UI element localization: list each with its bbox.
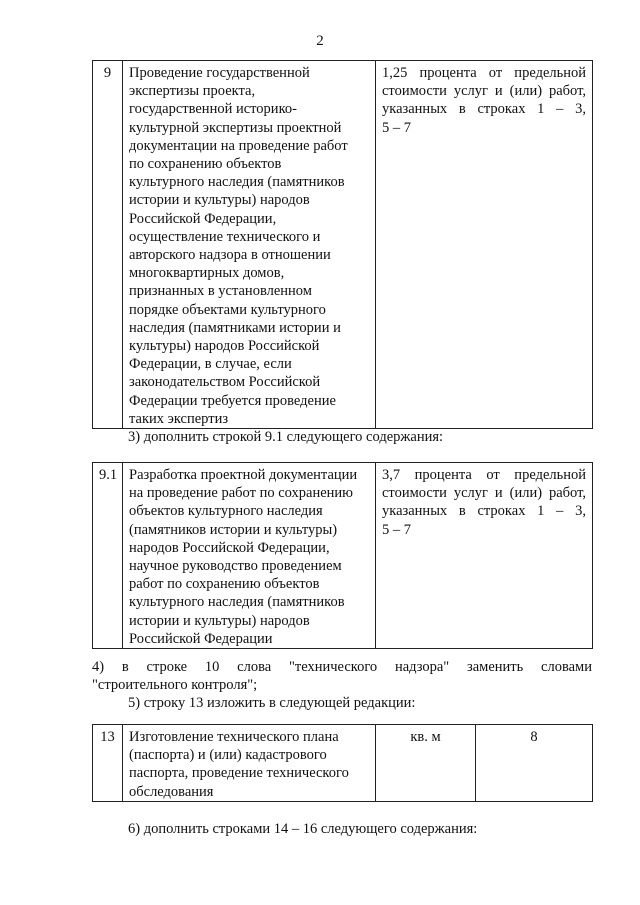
desc-line: Проведение государственной [129, 65, 310, 81]
value-line: указанных в строках 1 – 3, [382, 503, 586, 520]
desc-line: авторского надзора в отношении [129, 247, 331, 264]
desc-line: Изготовление технического плана [129, 729, 339, 745]
desc-line: экспертизы проекта, [129, 83, 256, 100]
paragraph-4-line-1: 4) в строке 10 слова "технического надзора" заменить словами [92, 659, 592, 675]
desc-line: культуры) народов Российской [129, 338, 320, 355]
desc-line: Разработка проектной документации [129, 467, 358, 483]
value-line: 5 – 7 [382, 521, 411, 538]
row-unit: кв. м [376, 725, 476, 802]
desc-line: Российской Федерации, [129, 210, 277, 227]
desc-line: таких экспертиз [129, 410, 229, 427]
desc-line: культурного наследия (памятников [129, 594, 345, 611]
row-value: 8 [476, 725, 593, 802]
row-value [376, 61, 593, 429]
paragraph-3: 3) дополнить строкой 9.1 следующего содержания: [128, 429, 444, 445]
desc-line: (памятников истории и культуры) [129, 521, 338, 538]
desc-line: государственной историко- [129, 101, 297, 118]
desc-line: Российской Федерации [129, 630, 273, 647]
value-line: стоимости услуг и (или) работ, [382, 485, 586, 502]
desc-line: (паспорта) и (или) кадастрового [129, 747, 327, 764]
row-description [123, 725, 376, 802]
desc-line: признанных в установленном [129, 283, 312, 300]
paragraph-5: 5) строку 13 изложить в следующей редакции: [128, 695, 416, 711]
row-number: 9.1 [93, 463, 123, 649]
desc-line: народов Российской Федерации, [129, 539, 330, 556]
desc-line: работ по сохранению объектов [129, 576, 320, 593]
desc-line: Федерации, в случае, если [129, 356, 292, 373]
desc-line: культурной экспертизы проектной [129, 119, 342, 136]
paragraph-6: 6) дополнить строками 14 – 16 следующего содержания: [128, 821, 478, 837]
desc-line: на проведение работ по сохранению [129, 485, 354, 502]
desc-line: осуществление технического и [129, 228, 321, 245]
page-number: 2 [316, 33, 324, 49]
desc-line: законодательством Российской [129, 374, 321, 391]
desc-line: истории и культуры) народов [129, 192, 310, 209]
row-number: 9 [93, 61, 123, 429]
desc-line: культурного наследия (памятников [129, 174, 345, 191]
desc-line: научное руководство проведением [129, 558, 342, 575]
value-line: 1,25 процента от предельной [382, 65, 586, 81]
desc-line: наследия (памятниками истории и [129, 319, 341, 336]
paragraph-4-line-2: "строительного контроля"; [92, 677, 258, 693]
table-row-13 [92, 724, 593, 802]
desc-line: порядке объектами культурного [129, 301, 326, 318]
desc-line: истории и культуры) народов [129, 612, 310, 629]
row-number: 13 [93, 725, 123, 802]
desc-line: по сохранению объектов [129, 156, 282, 173]
value-line: стоимости услуг и (или) работ, [382, 83, 586, 100]
table-row-9-1 [92, 462, 593, 649]
value-line: указанных в строках 1 – 3, [382, 101, 586, 118]
desc-line: объектов культурного наследия [129, 503, 323, 520]
desc-line: паспорта, проведение технического [129, 765, 349, 782]
table-row-9 [92, 60, 593, 429]
desc-line: Федерации требуется проведение [129, 392, 336, 409]
desc-line: документации на проведение работ [129, 137, 348, 154]
value-line: 3,7 процента от предельной [382, 467, 586, 483]
desc-line: обследования [129, 783, 214, 800]
desc-line: многоквартирных домов, [129, 265, 285, 282]
row-value [376, 463, 593, 649]
row-description [123, 61, 376, 429]
row-description [123, 463, 376, 649]
value-line: 5 – 7 [382, 119, 411, 136]
